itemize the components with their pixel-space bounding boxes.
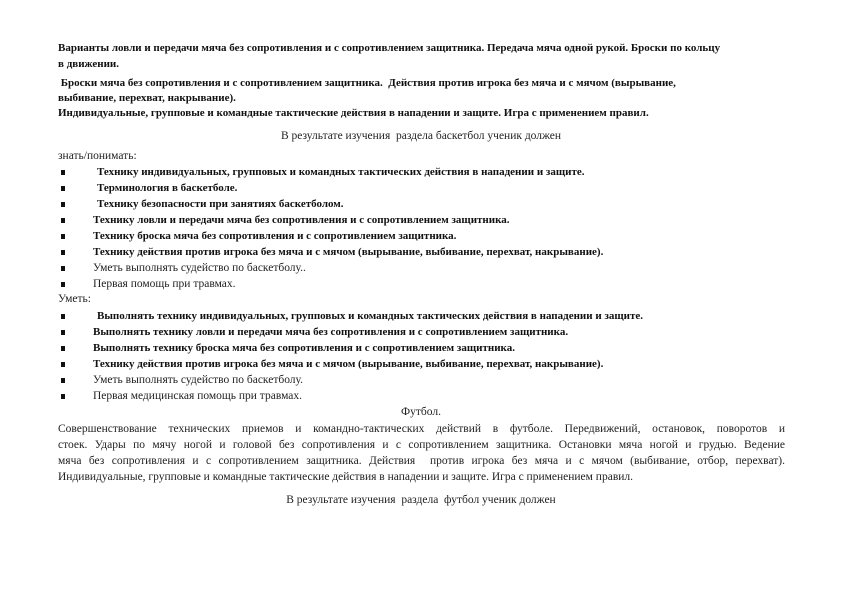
football-paragraph-line: Совершенствование технических приемов и командно-тактических действий в футболе. Передвижений, остановок, поворотов и [58,423,785,435]
know-item-text: Технику броска мяча без сопротивления и с сопротивлением защитника. [93,230,457,242]
intro-line: выбивание, перехват, накрывание). [58,92,236,104]
can-item-text: Первая медицинская помощь при травмах. [93,390,302,402]
intro-line: Варианты ловли и передачи мяча без сопротивления и с сопротивлением защитника. Передача мяча одной рукой. Броски по кольцу [58,42,721,54]
bullet-icon [61,330,65,335]
bullet-icon [61,266,65,271]
bullet-icon [61,394,65,399]
can-item-text: Выполнять технику броска мяча без сопротивления и с сопротивлением защитника. [93,342,515,354]
know-list-item [58,277,798,292]
bullet-icon [61,314,65,319]
know-list-item [58,229,798,244]
know-item-text: Технику индивидуальных, групповых и командных тактических действия в нападении и защите. [97,166,585,178]
can-list-item [58,309,798,324]
can-list-item [58,341,798,356]
can-item-text: Выполнять технику индивидуальных, групповых и командных тактических действия в нападении и защите. [97,310,644,322]
bullet-icon [61,170,65,175]
bullet-icon [61,282,65,287]
can-label: Уметь: [58,293,91,305]
know-item-text: Терминология в баскетболе. [97,182,238,194]
know-list-item [58,213,798,228]
know-list-item [58,245,798,260]
football-paragraph-line: стоек. Удары по мячу ногой и головой без сопротивления и с сопротивлением защитника. Остановки мяча ногой и грудью. Ведение [58,439,785,451]
football-paragraph-line: Индивидуальные, групповые и командные тактические действия в нападении и защите. Игра с применением правил. [58,471,634,483]
bullet-icon [61,234,65,239]
bullet-icon [61,218,65,223]
know-item-text: Технику безопасности при занятиях баскетболом. [97,198,344,210]
know-list-item [58,261,798,276]
can-item-text: Технику действия против игрока без мяча и с мячом (вырывание, выбивание, перехват, накрывание). [93,358,604,370]
football-paragraph-line: мяча без сопротивления и с сопротивлением защитника. Действия против игрока без мяча и с мячом (выбивание, отбор, перехват). [58,455,785,467]
know-list-item [58,197,798,212]
can-list-item [58,325,798,340]
bullet-icon [61,250,65,255]
know-item-text: Первая помощь при травмах. [93,278,236,290]
bullet-icon [61,186,65,191]
bullet-icon [61,362,65,367]
intro-line: Броски мяча без сопротивления и с сопротивлением защитника. Действия против игрока без мяча и с мячом (вырывание, [58,77,676,89]
basketball-result-heading: В результате изучения раздела баскетбол ученик должен [280,130,562,142]
intro-line: в движении. [58,58,120,70]
can-list-item [58,389,798,404]
can-item-text: Выполнять технику ловли и передачи мяча без сопротивления и с сопротивлением защитника. [93,326,569,338]
know-item-text: Уметь выполнять судейство по баскетболу.. [93,262,306,274]
can-item-text: Уметь выполнять судейство по баскетболу. [93,374,304,386]
know-item-text: Технику действия против игрока без мяча и с мячом (вырывание, выбивание, перехват, накрывание). [93,246,604,258]
bullet-icon [61,346,65,351]
intro-line: Индивидуальные, групповые и командные тактические действия в нападении и защите. Игра с применением правил. [58,107,649,119]
know-list-item [58,165,798,180]
know-item-text: Технику ловли и передачи мяча без сопротивления и с сопротивлением защитника. [93,214,510,226]
football-result-heading: В результате изучения раздела футбол ученик должен [286,494,556,506]
know-label: знать/понимать: [58,150,137,162]
can-list-item [58,373,798,388]
bullet-icon [61,378,65,383]
bullet-icon [61,202,65,207]
football-heading: Футбол. [401,406,441,418]
can-list-item [58,357,798,372]
know-list-item [58,181,798,196]
